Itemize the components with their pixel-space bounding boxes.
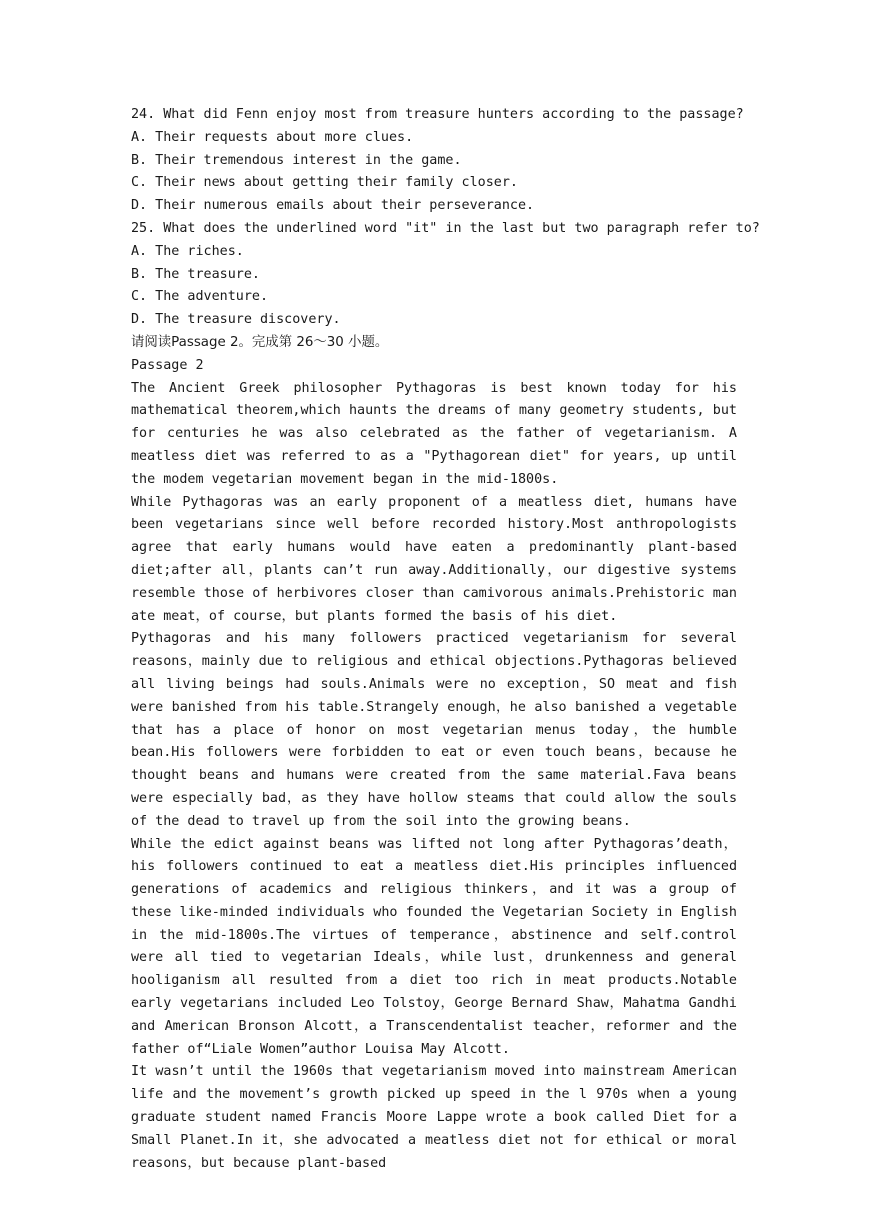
option-a: A. The riches.: [131, 243, 244, 259]
question-stem: 24. What did Fenn enjoy most from treasure hunters according to the passage?: [131, 107, 744, 122]
question-24: [131, 104, 744, 218]
passage-title: Passage 2: [131, 357, 204, 373]
option-c: C. Their news about getting their family closer.: [131, 175, 518, 191]
document-page: [131, 104, 760, 1175]
paragraph-2: While Pythagoras was an early proponent of a meatless diet, humans have been vegetarians since well before recorded history.Most anthropologists agree that early humans would have eaten a predominantly plant-based diet;after all，plants can’t run away.Additionally，our digestive systems resemble those of herbivores closer than camivorous animals.Prehistoric man ate meat，of course，but plants formed the basis of his diet.: [131, 494, 737, 624]
option-b: B. Their tremendous interest in the game.: [131, 152, 462, 168]
reading-instruction: 请阅读Passage 2。完成第 26～30 小题。: [131, 334, 389, 350]
option-b: B. The treasure.: [131, 266, 260, 282]
question-25: [131, 218, 760, 332]
question-stem: 25. What does the underlined word "it" in the last but two paragraph refer to?: [131, 220, 760, 236]
paragraph-5: It wasn’t until the 1960s that vegetarianism moved into mainstream American life and the movement’s growth picked up speed in the l 970s when a young graduate student named Francis Moore Lappe wrote a book called Diet for a Small Planet.In it，she advocated a meatless diet not for ethical or moral reasons，but because plant-based: [131, 1064, 737, 1171]
option-c: C. The adventure.: [131, 289, 269, 305]
option-d: D. The treasure discovery.: [131, 312, 341, 328]
option-d: D. Their numerous emails about their perseverance.: [131, 198, 535, 214]
paragraph-3: Pythagoras and his many followers practiced vegetarianism for several reasons，mainly due to religious and ethical objections.Pythagoras believed all living beings had souls.Animals were no exception，SO meat and fish were banished from his table.Strangely enough，he also banished a vegetable that has a place of honor on most vegetarian menus today，the humble bean.His followers were forbidden to eat or even touch beans，because he thought beans and humans were created from the same material.Fava beans were especially bad，as they have hollow steams that could allow the souls of the dead to travel up from the soil into the growing beans.: [131, 631, 737, 829]
paragraph-4: While the edict against beans was lifted not long after Pythagoras’death，his followers continued to eat a meatless diet.His principles influenced generations of academics and religious thinkers，and it was a group of these like-minded individuals who founded the Vegetarian Society in English in the mid-1800s.The virtues of temperance，abstinence and self.control were all tied to vegetarian Ideals，while lust，drunkenness and general hooliganism all resulted from a diet too rich in meat products.Notable early vegetarians included Leo Tolstoy，George Bernard Shaw，Mahatma Gandhi and American Bronson Alcott，a Transcendentalist teacher，reformer and the father of“Liale Women”author Louisa May Alcott.: [131, 836, 737, 1057]
paragraph-1: The Ancient Greek philosopher Pythagoras is best known today for his mathematical theorem,which haunts the dreams of many geometry students, but for centuries he was also celebrated as the father of vegetarianism. A meatless diet was referred to as a "Pythagorean diet" for years, up until the modem vegetarian movement began in the mid-1800s.: [131, 380, 737, 487]
option-a: A. Their requests about more clues.: [131, 129, 414, 145]
